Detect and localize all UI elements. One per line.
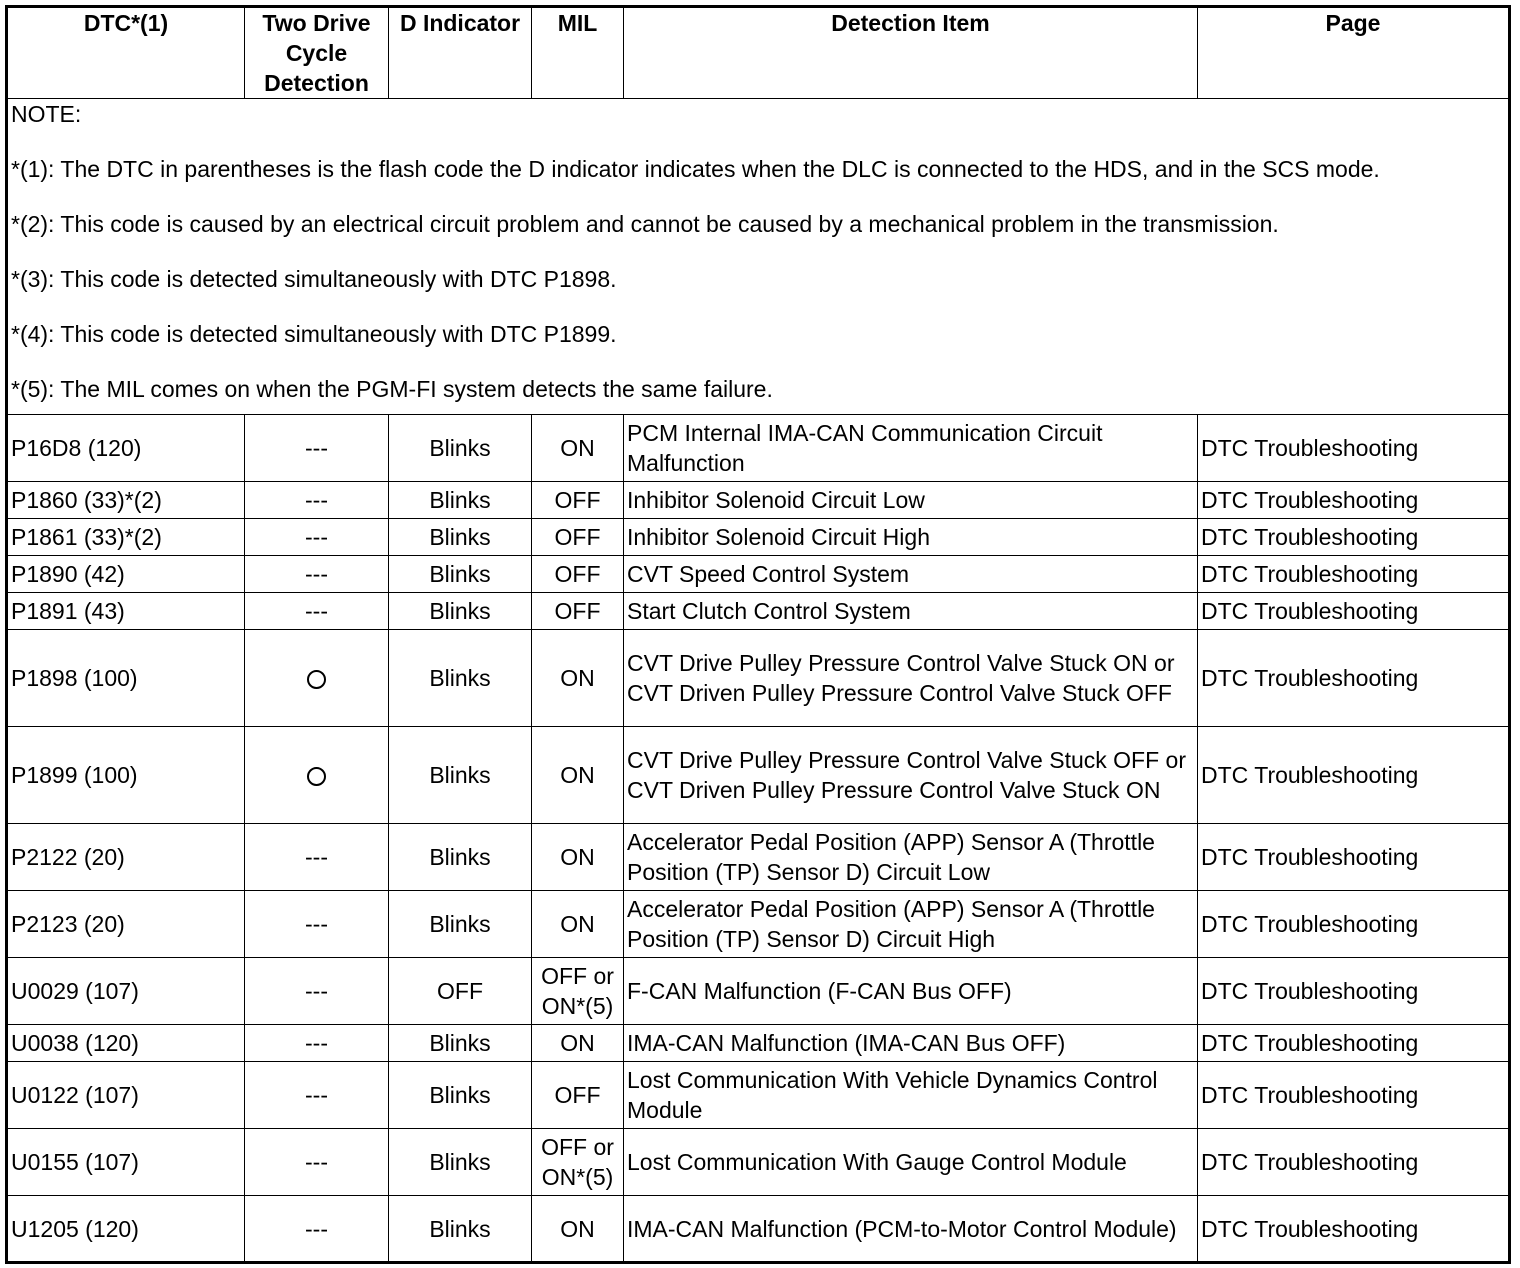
d-indicator-status: Blinks: [389, 727, 532, 824]
header-page: Page: [1198, 7, 1510, 99]
page-ref: DTC Troubleshooting: [1198, 958, 1510, 1025]
page-ref: DTC Troubleshooting: [1198, 727, 1510, 824]
page-ref: DTC Troubleshooting: [1198, 593, 1510, 630]
d-indicator-status: Blinks: [389, 630, 532, 727]
dtc-code: U1205 (120): [7, 1196, 245, 1263]
two-drive-cycle: ---: [245, 824, 389, 891]
table-row: [7, 1129, 1510, 1196]
dtc-code: P1898 (100): [7, 630, 245, 727]
mil-status: OFF or ON*(5): [532, 1129, 624, 1196]
header-dtc: DTC*(1): [7, 7, 245, 99]
detection-item: Start Clutch Control System: [624, 593, 1198, 630]
note-2: *(2): This code is caused by an electrical circuit problem and cannot be caused by a mechanical problem in the transmission.: [11, 211, 1279, 237]
dtc-table: [5, 5, 1511, 1264]
d-indicator-status: OFF: [389, 958, 532, 1025]
d-indicator-status: Blinks: [389, 824, 532, 891]
detection-item: CVT Drive Pulley Pressure Control Valve Stuck OFF or CVT Driven Pulley Pressure Control Valve Stuck ON: [624, 727, 1198, 824]
page-ref: DTC Troubleshooting: [1198, 630, 1510, 727]
table-row: [7, 824, 1510, 891]
d-indicator-status: Blinks: [389, 482, 532, 519]
dtc-code: U0155 (107): [7, 1129, 245, 1196]
mil-status: OFF: [532, 1062, 624, 1129]
mil-status: ON: [532, 415, 624, 482]
two-drive-cycle: ---: [245, 1129, 389, 1196]
page-ref: DTC Troubleshooting: [1198, 556, 1510, 593]
dtc-code: U0038 (120): [7, 1025, 245, 1062]
mil-status: OFF: [532, 556, 624, 593]
two-drive-cycle: ---: [245, 482, 389, 519]
detection-item: Lost Communication With Gauge Control Module: [624, 1129, 1198, 1196]
table-row: [7, 1062, 1510, 1129]
detection-item: F-CAN Malfunction (F-CAN Bus OFF): [624, 958, 1198, 1025]
dtc-code: P1861 (33)*(2): [7, 519, 245, 556]
header-mil: MIL: [532, 7, 624, 99]
notes-cell: [7, 99, 1510, 415]
table-row: [7, 593, 1510, 630]
table-row: [7, 415, 1510, 482]
mil-status: ON: [532, 727, 624, 824]
dtc-code: U0029 (107): [7, 958, 245, 1025]
table-row: [7, 727, 1510, 824]
dtc-code: P1890 (42): [7, 556, 245, 593]
detection-item: Inhibitor Solenoid Circuit Low: [624, 482, 1198, 519]
two-drive-cycle: ---: [245, 556, 389, 593]
circle-icon: [307, 670, 326, 689]
d-indicator-status: Blinks: [389, 1196, 532, 1263]
two-drive-cycle: ---: [245, 519, 389, 556]
page-ref: DTC Troubleshooting: [1198, 1129, 1510, 1196]
mil-status: ON: [532, 824, 624, 891]
detection-item: Lost Communication With Vehicle Dynamics Control Module: [624, 1062, 1198, 1129]
two-drive-cycle: ---: [245, 1196, 389, 1263]
page-ref: DTC Troubleshooting: [1198, 891, 1510, 958]
mil-status: ON: [532, 891, 624, 958]
note-3: *(3): This code is detected simultaneously with DTC P1898.: [11, 266, 617, 292]
d-indicator-status: Blinks: [389, 1129, 532, 1196]
detection-item: Inhibitor Solenoid Circuit High: [624, 519, 1198, 556]
d-indicator-status: Blinks: [389, 593, 532, 630]
notes-row: [7, 99, 1510, 415]
d-indicator-status: Blinks: [389, 891, 532, 958]
page-ref: DTC Troubleshooting: [1198, 824, 1510, 891]
two-drive-cycle: ---: [245, 891, 389, 958]
circle-icon: [307, 767, 326, 786]
detection-item: CVT Drive Pulley Pressure Control Valve Stuck ON or CVT Driven Pulley Pressure Control Valve Stuck OFF: [624, 630, 1198, 727]
note-4: *(4): This code is detected simultaneously with DTC P1899.: [11, 321, 617, 347]
detection-item: IMA-CAN Malfunction (PCM-to-Motor Control Module): [624, 1196, 1198, 1263]
header-d-indicator: D Indicator: [389, 7, 532, 99]
mil-status: OFF: [532, 482, 624, 519]
dtc-code: U0122 (107): [7, 1062, 245, 1129]
two-drive-cycle: ---: [245, 1025, 389, 1062]
two-drive-cycle-mark: [245, 630, 389, 727]
detection-item: IMA-CAN Malfunction (IMA-CAN Bus OFF): [624, 1025, 1198, 1062]
d-indicator-status: Blinks: [389, 519, 532, 556]
dtc-code: P2123 (20): [7, 891, 245, 958]
table-row: [7, 630, 1510, 727]
table-row: [7, 519, 1510, 556]
mil-status: OFF: [532, 593, 624, 630]
note-5: *(5): The MIL comes on when the PGM-FI system detects the same failure.: [11, 376, 773, 402]
d-indicator-status: Blinks: [389, 1062, 532, 1129]
mil-status: ON: [532, 630, 624, 727]
mil-status: ON: [532, 1025, 624, 1062]
page-ref: DTC Troubleshooting: [1198, 1025, 1510, 1062]
detection-item: Accelerator Pedal Position (APP) Sensor A (Throttle Position (TP) Sensor D) Circuit High: [624, 891, 1198, 958]
mil-status: OFF or ON*(5): [532, 958, 624, 1025]
two-drive-cycle-mark: [245, 727, 389, 824]
header-row: [7, 7, 1510, 99]
table-row: [7, 1025, 1510, 1062]
page-ref: DTC Troubleshooting: [1198, 519, 1510, 556]
dtc-code: P1899 (100): [7, 727, 245, 824]
note-heading: NOTE:: [11, 101, 82, 127]
header-two-drive-cycle: Two Drive Cycle Detection: [245, 7, 389, 99]
table-row: [7, 958, 1510, 1025]
two-drive-cycle: ---: [245, 593, 389, 630]
dtc-code: P16D8 (120): [7, 415, 245, 482]
detection-item: CVT Speed Control System: [624, 556, 1198, 593]
d-indicator-status: Blinks: [389, 415, 532, 482]
mil-status: ON: [532, 1196, 624, 1263]
page-ref: DTC Troubleshooting: [1198, 1196, 1510, 1263]
detection-item: Accelerator Pedal Position (APP) Sensor A (Throttle Position (TP) Sensor D) Circuit Low: [624, 824, 1198, 891]
header-detection-item: Detection Item: [624, 7, 1198, 99]
two-drive-cycle: ---: [245, 958, 389, 1025]
note-1: *(1): The DTC in parentheses is the flash code the D indicator indicates when the DLC is connected to the HDS, and in the SCS mode.: [11, 156, 1380, 182]
page-ref: DTC Troubleshooting: [1198, 482, 1510, 519]
d-indicator-status: Blinks: [389, 1025, 532, 1062]
mil-status: OFF: [532, 519, 624, 556]
detection-item: PCM Internal IMA-CAN Communication Circuit Malfunction: [624, 415, 1198, 482]
table-row: [7, 891, 1510, 958]
dtc-code: P2122 (20): [7, 824, 245, 891]
table-row: [7, 482, 1510, 519]
page-ref: DTC Troubleshooting: [1198, 1062, 1510, 1129]
two-drive-cycle: ---: [245, 1062, 389, 1129]
table-row: [7, 1196, 1510, 1263]
two-drive-cycle: ---: [245, 415, 389, 482]
d-indicator-status: Blinks: [389, 556, 532, 593]
dtc-code: P1891 (43): [7, 593, 245, 630]
table-row: [7, 556, 1510, 593]
page-ref: DTC Troubleshooting: [1198, 415, 1510, 482]
dtc-code: P1860 (33)*(2): [7, 482, 245, 519]
